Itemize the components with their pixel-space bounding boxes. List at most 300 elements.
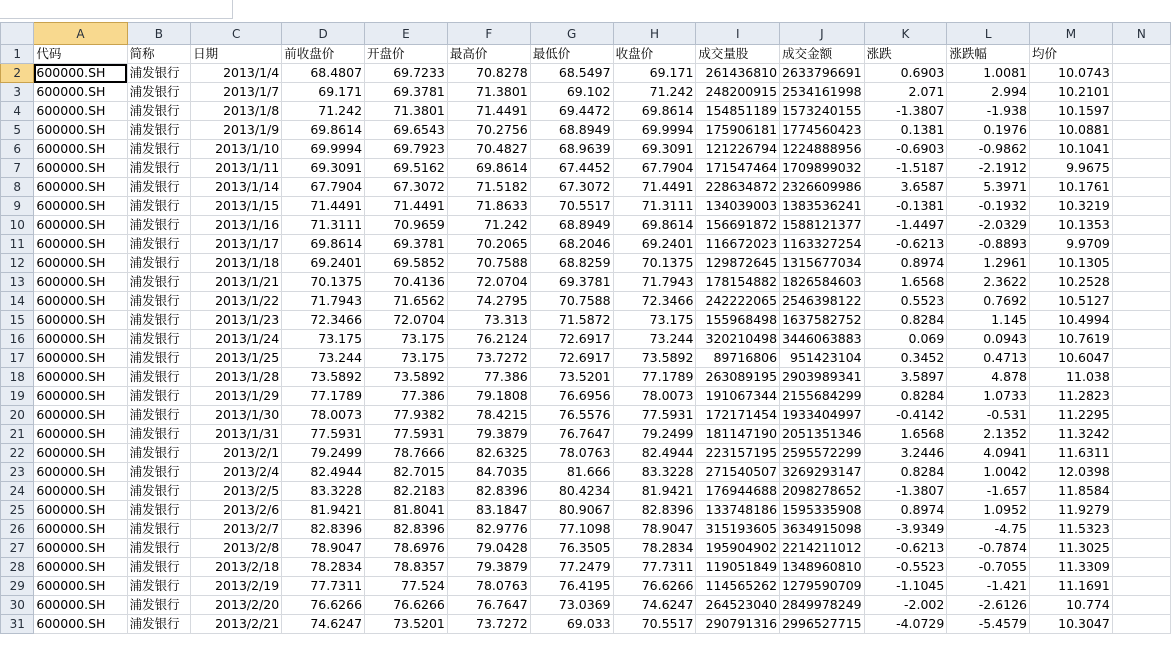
cell-g8[interactable]: 67.3072 (530, 178, 613, 197)
cell-l16[interactable]: 0.0943 (947, 330, 1030, 349)
cell-l21[interactable]: 2.1352 (947, 425, 1030, 444)
cell-e10[interactable]: 70.9659 (365, 216, 448, 235)
cell-g3[interactable]: 69.102 (530, 83, 613, 102)
cell-j31[interactable]: 2996527715 (780, 615, 865, 634)
cell-b31[interactable]: 浦发银行 (127, 615, 191, 634)
cell-e3[interactable]: 69.3781 (365, 83, 448, 102)
cell-i26[interactable]: 315193605 (696, 520, 780, 539)
cell-h27[interactable]: 78.2834 (613, 539, 696, 558)
cell-b16[interactable]: 浦发银行 (127, 330, 191, 349)
row-header-2[interactable]: 2 (1, 64, 34, 83)
cell-m17[interactable]: 10.6047 (1030, 349, 1113, 368)
cell-k18[interactable]: 3.5897 (864, 368, 947, 387)
cell-b23[interactable]: 浦发银行 (127, 463, 191, 482)
cell-a26[interactable]: 600000.SH (34, 520, 127, 539)
cell-f15[interactable]: 73.313 (447, 311, 530, 330)
row-header-18[interactable]: 18 (1, 368, 34, 387)
cell-d7[interactable]: 69.3091 (282, 159, 365, 178)
cell-d12[interactable]: 69.2401 (282, 254, 365, 273)
cell-k12[interactable]: 0.8974 (864, 254, 947, 273)
cell-b22[interactable]: 浦发银行 (127, 444, 191, 463)
cell-e23[interactable]: 82.7015 (365, 463, 448, 482)
row-header-6[interactable]: 6 (1, 140, 34, 159)
cell-a16[interactable]: 600000.SH (34, 330, 127, 349)
cell-d1[interactable]: 前收盘价 (282, 45, 365, 64)
cell-a18[interactable]: 600000.SH (34, 368, 127, 387)
cell-c2[interactable]: 2013/1/4 (191, 64, 282, 83)
cell-c19[interactable]: 2013/1/29 (191, 387, 282, 406)
cell-c10[interactable]: 2013/1/16 (191, 216, 282, 235)
cell-n26[interactable] (1112, 520, 1170, 539)
cell-c22[interactable]: 2013/2/1 (191, 444, 282, 463)
row-header-16[interactable]: 16 (1, 330, 34, 349)
cell-m19[interactable]: 11.2823 (1030, 387, 1113, 406)
cell-h17[interactable]: 73.5892 (613, 349, 696, 368)
cell-c29[interactable]: 2013/2/19 (191, 577, 282, 596)
cell-b12[interactable]: 浦发银行 (127, 254, 191, 273)
cell-l3[interactable]: 2.994 (947, 83, 1030, 102)
cell-i5[interactable]: 175906181 (696, 121, 780, 140)
cell-a5[interactable]: 600000.SH (34, 121, 127, 140)
row-header-12[interactable]: 12 (1, 254, 34, 273)
cell-k26[interactable]: -3.9349 (864, 520, 947, 539)
cell-d15[interactable]: 72.3466 (282, 311, 365, 330)
row-header-1[interactable]: 1 (1, 45, 34, 64)
cell-n18[interactable] (1112, 368, 1170, 387)
column-header-a[interactable]: A (34, 23, 127, 45)
cell-d31[interactable]: 74.6247 (282, 615, 365, 634)
row-header-15[interactable]: 15 (1, 311, 34, 330)
cell-a20[interactable]: 600000.SH (34, 406, 127, 425)
cell-h25[interactable]: 82.8396 (613, 501, 696, 520)
row-header-14[interactable]: 14 (1, 292, 34, 311)
cell-m23[interactable]: 12.0398 (1030, 463, 1113, 482)
cell-d22[interactable]: 79.2499 (282, 444, 365, 463)
cell-a13[interactable]: 600000.SH (34, 273, 127, 292)
cell-a3[interactable]: 600000.SH (34, 83, 127, 102)
cell-b4[interactable]: 浦发银行 (127, 102, 191, 121)
cell-l11[interactable]: -0.8893 (947, 235, 1030, 254)
cell-i13[interactable]: 178154882 (696, 273, 780, 292)
row-header-31[interactable]: 31 (1, 615, 34, 634)
cell-h9[interactable]: 71.3111 (613, 197, 696, 216)
cell-a9[interactable]: 600000.SH (34, 197, 127, 216)
cell-e26[interactable]: 82.8396 (365, 520, 448, 539)
cell-j2[interactable]: 2633796691 (780, 64, 865, 83)
cell-j26[interactable]: 3634915098 (780, 520, 865, 539)
cell-k29[interactable]: -1.1045 (864, 577, 947, 596)
cell-n9[interactable] (1112, 197, 1170, 216)
cell-j4[interactable]: 1573240155 (780, 102, 865, 121)
cell-k13[interactable]: 1.6568 (864, 273, 947, 292)
cell-e16[interactable]: 73.175 (365, 330, 448, 349)
cell-m3[interactable]: 10.2101 (1030, 83, 1113, 102)
cell-a4[interactable]: 600000.SH (34, 102, 127, 121)
cell-n22[interactable] (1112, 444, 1170, 463)
cell-h8[interactable]: 71.4491 (613, 178, 696, 197)
cell-e17[interactable]: 73.175 (365, 349, 448, 368)
cell-l15[interactable]: 1.145 (947, 311, 1030, 330)
cell-k23[interactable]: 0.8284 (864, 463, 947, 482)
cell-e27[interactable]: 78.6976 (365, 539, 448, 558)
cell-g2[interactable]: 68.5497 (530, 64, 613, 83)
cell-n14[interactable] (1112, 292, 1170, 311)
cell-g26[interactable]: 77.1098 (530, 520, 613, 539)
cell-e11[interactable]: 69.3781 (365, 235, 448, 254)
cell-j1[interactable]: 成交金额 (780, 45, 865, 64)
cell-a29[interactable]: 600000.SH (34, 577, 127, 596)
cell-g9[interactable]: 70.5517 (530, 197, 613, 216)
cell-e12[interactable]: 69.5852 (365, 254, 448, 273)
row-header-21[interactable]: 21 (1, 425, 34, 444)
cell-l7[interactable]: -2.1912 (947, 159, 1030, 178)
cell-i23[interactable]: 271540507 (696, 463, 780, 482)
cell-j16[interactable]: 3446063883 (780, 330, 865, 349)
cell-n2[interactable] (1112, 64, 1170, 83)
cell-i22[interactable]: 223157195 (696, 444, 780, 463)
cell-b29[interactable]: 浦发银行 (127, 577, 191, 596)
cell-i3[interactable]: 248200915 (696, 83, 780, 102)
cell-d6[interactable]: 69.9994 (282, 140, 365, 159)
cell-k31[interactable]: -4.0729 (864, 615, 947, 634)
cell-m10[interactable]: 10.1353 (1030, 216, 1113, 235)
cell-b24[interactable]: 浦发银行 (127, 482, 191, 501)
cell-i31[interactable]: 290791316 (696, 615, 780, 634)
cell-d28[interactable]: 78.2834 (282, 558, 365, 577)
cell-c9[interactable]: 2013/1/15 (191, 197, 282, 216)
cell-g7[interactable]: 67.4452 (530, 159, 613, 178)
cell-l24[interactable]: -1.657 (947, 482, 1030, 501)
column-header-m[interactable]: M (1030, 23, 1113, 45)
cell-j30[interactable]: 2849978249 (780, 596, 865, 615)
cell-i21[interactable]: 181147190 (696, 425, 780, 444)
cell-h31[interactable]: 70.5517 (613, 615, 696, 634)
cell-j14[interactable]: 2546398122 (780, 292, 865, 311)
cell-j21[interactable]: 2051351346 (780, 425, 865, 444)
cell-n8[interactable] (1112, 178, 1170, 197)
row-header-10[interactable]: 10 (1, 216, 34, 235)
cell-e7[interactable]: 69.5162 (365, 159, 448, 178)
cell-c6[interactable]: 2013/1/10 (191, 140, 282, 159)
cell-b27[interactable]: 浦发银行 (127, 539, 191, 558)
cell-k2[interactable]: 0.6903 (864, 64, 947, 83)
cell-e14[interactable]: 71.6562 (365, 292, 448, 311)
cell-n28[interactable] (1112, 558, 1170, 577)
cell-e30[interactable]: 76.6266 (365, 596, 448, 615)
cell-b25[interactable]: 浦发银行 (127, 501, 191, 520)
cell-l29[interactable]: -1.421 (947, 577, 1030, 596)
cell-g17[interactable]: 72.6917 (530, 349, 613, 368)
cell-m21[interactable]: 11.3242 (1030, 425, 1113, 444)
cell-g12[interactable]: 68.8259 (530, 254, 613, 273)
cell-c11[interactable]: 2013/1/17 (191, 235, 282, 254)
cell-j24[interactable]: 2098278652 (780, 482, 865, 501)
cell-d4[interactable]: 71.242 (282, 102, 365, 121)
cell-k30[interactable]: -2.002 (864, 596, 947, 615)
cell-k4[interactable]: -1.3807 (864, 102, 947, 121)
cell-m13[interactable]: 10.2528 (1030, 273, 1113, 292)
name-box[interactable] (0, 0, 233, 19)
cell-f5[interactable]: 70.2756 (447, 121, 530, 140)
cell-d16[interactable]: 73.175 (282, 330, 365, 349)
row-header-13[interactable]: 13 (1, 273, 34, 292)
cell-g19[interactable]: 76.6956 (530, 387, 613, 406)
cell-h20[interactable]: 77.5931 (613, 406, 696, 425)
cell-a22[interactable]: 600000.SH (34, 444, 127, 463)
cell-d21[interactable]: 77.5931 (282, 425, 365, 444)
cell-h12[interactable]: 70.1375 (613, 254, 696, 273)
row-header-26[interactable]: 26 (1, 520, 34, 539)
cell-a27[interactable]: 600000.SH (34, 539, 127, 558)
cell-j11[interactable]: 1163327254 (780, 235, 865, 254)
row-header-8[interactable]: 8 (1, 178, 34, 197)
cell-e21[interactable]: 77.5931 (365, 425, 448, 444)
cell-m29[interactable]: 11.1691 (1030, 577, 1113, 596)
cell-j27[interactable]: 2214211012 (780, 539, 865, 558)
cell-e1[interactable]: 开盘价 (365, 45, 448, 64)
row-header-11[interactable]: 11 (1, 235, 34, 254)
cell-l13[interactable]: 2.3622 (947, 273, 1030, 292)
cell-n31[interactable] (1112, 615, 1170, 634)
cell-h21[interactable]: 79.2499 (613, 425, 696, 444)
cell-d23[interactable]: 82.4944 (282, 463, 365, 482)
cell-c14[interactable]: 2013/1/22 (191, 292, 282, 311)
cell-c25[interactable]: 2013/2/6 (191, 501, 282, 520)
cell-a8[interactable]: 600000.SH (34, 178, 127, 197)
cell-a7[interactable]: 600000.SH (34, 159, 127, 178)
cell-a14[interactable]: 600000.SH (34, 292, 127, 311)
cell-n6[interactable] (1112, 140, 1170, 159)
cell-g4[interactable]: 69.4472 (530, 102, 613, 121)
cell-m27[interactable]: 11.3025 (1030, 539, 1113, 558)
cell-h19[interactable]: 78.0073 (613, 387, 696, 406)
cell-i25[interactable]: 133748186 (696, 501, 780, 520)
cell-l14[interactable]: 0.7692 (947, 292, 1030, 311)
row-header-24[interactable]: 24 (1, 482, 34, 501)
cell-c13[interactable]: 2013/1/21 (191, 273, 282, 292)
cell-e25[interactable]: 81.8041 (365, 501, 448, 520)
cell-k24[interactable]: -1.3807 (864, 482, 947, 501)
cell-b3[interactable]: 浦发银行 (127, 83, 191, 102)
cell-f12[interactable]: 70.7588 (447, 254, 530, 273)
cell-l28[interactable]: -0.7055 (947, 558, 1030, 577)
cell-g13[interactable]: 69.3781 (530, 273, 613, 292)
row-header-29[interactable]: 29 (1, 577, 34, 596)
select-all-corner[interactable] (1, 23, 34, 45)
cell-n23[interactable] (1112, 463, 1170, 482)
cell-a30[interactable]: 600000.SH (34, 596, 127, 615)
cell-h23[interactable]: 83.3228 (613, 463, 696, 482)
cell-e4[interactable]: 71.3801 (365, 102, 448, 121)
cell-m4[interactable]: 10.1597 (1030, 102, 1113, 121)
cell-i11[interactable]: 116672023 (696, 235, 780, 254)
cell-j12[interactable]: 1315677034 (780, 254, 865, 273)
cell-h18[interactable]: 77.1789 (613, 368, 696, 387)
cell-g1[interactable]: 最低价 (530, 45, 613, 64)
cell-b28[interactable]: 浦发银行 (127, 558, 191, 577)
cell-n15[interactable] (1112, 311, 1170, 330)
cell-f13[interactable]: 72.0704 (447, 273, 530, 292)
cell-i7[interactable]: 171547464 (696, 159, 780, 178)
cell-l9[interactable]: -0.1932 (947, 197, 1030, 216)
row-header-20[interactable]: 20 (1, 406, 34, 425)
cell-m25[interactable]: 11.9279 (1030, 501, 1113, 520)
cell-h24[interactable]: 81.9421 (613, 482, 696, 501)
cell-h30[interactable]: 74.6247 (613, 596, 696, 615)
cell-d27[interactable]: 78.9047 (282, 539, 365, 558)
cell-c23[interactable]: 2013/2/4 (191, 463, 282, 482)
cell-b18[interactable]: 浦发银行 (127, 368, 191, 387)
row-header-4[interactable]: 4 (1, 102, 34, 121)
cell-b8[interactable]: 浦发银行 (127, 178, 191, 197)
cell-n24[interactable] (1112, 482, 1170, 501)
cell-g18[interactable]: 73.5201 (530, 368, 613, 387)
cell-b13[interactable]: 浦发银行 (127, 273, 191, 292)
row-header-23[interactable]: 23 (1, 463, 34, 482)
cell-n5[interactable] (1112, 121, 1170, 140)
cell-b20[interactable]: 浦发银行 (127, 406, 191, 425)
cell-c27[interactable]: 2013/2/8 (191, 539, 282, 558)
cell-g29[interactable]: 76.4195 (530, 577, 613, 596)
cell-n19[interactable] (1112, 387, 1170, 406)
cell-m22[interactable]: 11.6311 (1030, 444, 1113, 463)
cell-c26[interactable]: 2013/2/7 (191, 520, 282, 539)
cell-k14[interactable]: 0.5523 (864, 292, 947, 311)
cell-h14[interactable]: 72.3466 (613, 292, 696, 311)
cell-n16[interactable] (1112, 330, 1170, 349)
cell-g30[interactable]: 73.0369 (530, 596, 613, 615)
cell-f16[interactable]: 76.2124 (447, 330, 530, 349)
cell-i20[interactable]: 172171454 (696, 406, 780, 425)
cell-h29[interactable]: 76.6266 (613, 577, 696, 596)
cell-i30[interactable]: 264523040 (696, 596, 780, 615)
cell-f11[interactable]: 70.2065 (447, 235, 530, 254)
cell-b9[interactable]: 浦发银行 (127, 197, 191, 216)
cell-i9[interactable]: 134039003 (696, 197, 780, 216)
cell-g5[interactable]: 68.8949 (530, 121, 613, 140)
cell-f9[interactable]: 71.8633 (447, 197, 530, 216)
cell-c16[interactable]: 2013/1/24 (191, 330, 282, 349)
cell-i19[interactable]: 191067344 (696, 387, 780, 406)
cell-l5[interactable]: 0.1976 (947, 121, 1030, 140)
column-header-c[interactable]: C (191, 23, 282, 45)
cell-d19[interactable]: 77.1789 (282, 387, 365, 406)
cell-m5[interactable]: 10.0881 (1030, 121, 1113, 140)
row-header-30[interactable]: 30 (1, 596, 34, 615)
column-header-j[interactable]: J (780, 23, 865, 45)
column-header-d[interactable]: D (282, 23, 365, 45)
cell-f10[interactable]: 71.242 (447, 216, 530, 235)
cell-e13[interactable]: 70.4136 (365, 273, 448, 292)
cell-m6[interactable]: 10.1041 (1030, 140, 1113, 159)
cell-e19[interactable]: 77.386 (365, 387, 448, 406)
cell-i8[interactable]: 228634872 (696, 178, 780, 197)
cell-c1[interactable]: 日期 (191, 45, 282, 64)
cell-j3[interactable]: 2534161998 (780, 83, 865, 102)
cell-m18[interactable]: 11.038 (1030, 368, 1113, 387)
cell-k9[interactable]: -0.1381 (864, 197, 947, 216)
cell-i28[interactable]: 119051849 (696, 558, 780, 577)
cell-j29[interactable]: 1279590709 (780, 577, 865, 596)
cell-j7[interactable]: 1709899032 (780, 159, 865, 178)
cell-c20[interactable]: 2013/1/30 (191, 406, 282, 425)
cell-g10[interactable]: 68.8949 (530, 216, 613, 235)
cell-d9[interactable]: 71.4491 (282, 197, 365, 216)
cell-h5[interactable]: 69.9994 (613, 121, 696, 140)
cell-e8[interactable]: 67.3072 (365, 178, 448, 197)
cell-f21[interactable]: 79.3879 (447, 425, 530, 444)
cell-a17[interactable]: 600000.SH (34, 349, 127, 368)
cell-j15[interactable]: 1637582752 (780, 311, 865, 330)
cell-g6[interactable]: 68.9639 (530, 140, 613, 159)
cell-e20[interactable]: 77.9382 (365, 406, 448, 425)
row-header-27[interactable]: 27 (1, 539, 34, 558)
cell-m7[interactable]: 9.9675 (1030, 159, 1113, 178)
cell-c12[interactable]: 2013/1/18 (191, 254, 282, 273)
cell-n21[interactable] (1112, 425, 1170, 444)
cell-g22[interactable]: 78.0763 (530, 444, 613, 463)
cell-k5[interactable]: 0.1381 (864, 121, 947, 140)
cell-h22[interactable]: 82.4944 (613, 444, 696, 463)
cell-d26[interactable]: 82.8396 (282, 520, 365, 539)
cell-a21[interactable]: 600000.SH (34, 425, 127, 444)
cell-g21[interactable]: 76.7647 (530, 425, 613, 444)
cell-l30[interactable]: -2.6126 (947, 596, 1030, 615)
cell-c8[interactable]: 2013/1/14 (191, 178, 282, 197)
cell-i2[interactable]: 261436810 (696, 64, 780, 83)
cell-h13[interactable]: 71.7943 (613, 273, 696, 292)
cell-g16[interactable]: 72.6917 (530, 330, 613, 349)
cell-k17[interactable]: 0.3452 (864, 349, 947, 368)
cell-f24[interactable]: 82.8396 (447, 482, 530, 501)
cell-k3[interactable]: 2.071 (864, 83, 947, 102)
cell-e24[interactable]: 82.2183 (365, 482, 448, 501)
column-header-n[interactable]: N (1112, 23, 1170, 45)
cell-m12[interactable]: 10.1305 (1030, 254, 1113, 273)
cell-f20[interactable]: 78.4215 (447, 406, 530, 425)
cell-b1[interactable]: 简称 (127, 45, 191, 64)
cell-g27[interactable]: 76.3505 (530, 539, 613, 558)
cell-k6[interactable]: -0.6903 (864, 140, 947, 159)
cell-i4[interactable]: 154851189 (696, 102, 780, 121)
cell-j10[interactable]: 1588121377 (780, 216, 865, 235)
cell-k20[interactable]: -0.4142 (864, 406, 947, 425)
cell-n3[interactable] (1112, 83, 1170, 102)
cell-d2[interactable]: 68.4807 (282, 64, 365, 83)
cell-e15[interactable]: 72.0704 (365, 311, 448, 330)
cell-n11[interactable] (1112, 235, 1170, 254)
cell-i10[interactable]: 156691872 (696, 216, 780, 235)
cell-m26[interactable]: 11.5323 (1030, 520, 1113, 539)
cell-m15[interactable]: 10.4994 (1030, 311, 1113, 330)
row-header-19[interactable]: 19 (1, 387, 34, 406)
cell-d25[interactable]: 81.9421 (282, 501, 365, 520)
cell-l31[interactable]: -5.4579 (947, 615, 1030, 634)
cell-l18[interactable]: 4.878 (947, 368, 1030, 387)
cell-a1[interactable]: 代码 (34, 45, 127, 64)
cell-b5[interactable]: 浦发银行 (127, 121, 191, 140)
cell-j5[interactable]: 1774560423 (780, 121, 865, 140)
cell-n13[interactable] (1112, 273, 1170, 292)
cell-k8[interactable]: 3.6587 (864, 178, 947, 197)
cell-a2[interactable]: 600000.SH (34, 64, 127, 83)
cell-l26[interactable]: -4.75 (947, 520, 1030, 539)
column-header-g[interactable]: G (530, 23, 613, 45)
cell-d3[interactable]: 69.171 (282, 83, 365, 102)
cell-e31[interactable]: 73.5201 (365, 615, 448, 634)
cell-d29[interactable]: 77.7311 (282, 577, 365, 596)
cell-g15[interactable]: 71.5872 (530, 311, 613, 330)
